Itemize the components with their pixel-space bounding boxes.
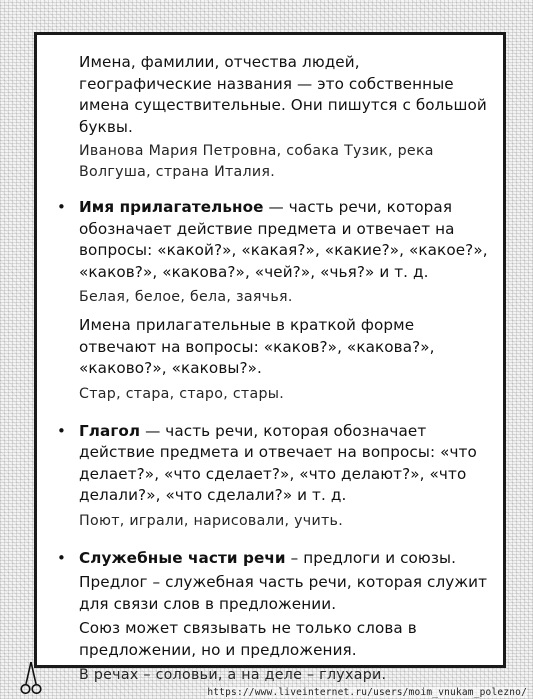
proper-nouns-example: Иванова Мария Петровна, собака Тузик, река Волгуша, страна Италия. — [79, 143, 434, 180]
short-adjective-rule: Имена прилагательные в краткой форме отвечают на вопросы: «каков?», «какова?», «каково?», «каковы?». — [79, 316, 435, 377]
adjective-rule — [79, 197, 494, 283]
verb-example: Поют, играли, нарисовали, учить. — [79, 512, 344, 529]
bullet-icon: • — [57, 198, 66, 216]
adjective-term: Имя прилагательное — [79, 198, 264, 216]
function-words-section — [57, 548, 494, 687]
adjective-example: Белая, белое, бела, заячья. — [79, 289, 293, 305]
proper-nouns-section — [79, 52, 494, 183]
preposition-rule: Предлог – служебная часть речи, которая служит для связи слов в предложении. — [79, 573, 488, 613]
adjective-section — [57, 197, 494, 405]
rules-card — [34, 32, 506, 683]
function-words-example: В речах – соловьи, а на деле – глухари. — [79, 667, 387, 683]
bullet-icon: • — [57, 548, 66, 567]
adjective-definition: — часть речи, которая обозначает действие предмета и отвечает на вопросы: «какой?», «какая?», «какие?», «какое?», «каков?», «какова?», «чей?», «чья?» и т. д. — [79, 198, 488, 281]
verb-section — [57, 421, 494, 532]
proper-nouns-rule: Имена, фамилии, отчества людей, географические названия — это собственные имена существительные. Они пишутся с большой буквы. — [79, 53, 487, 136]
short-adjective-example: Стар, стара, старо, стары. — [79, 385, 285, 402]
verb-term: Глагол — [79, 421, 141, 440]
conjunction-rule: Союз может связывать не только слова в предложении, но и предложения. — [79, 619, 417, 659]
scissors-icon — [20, 661, 42, 695]
card-content — [57, 47, 494, 686]
verb-definition: — часть речи, которая обозначает действие предмета и отвечает на вопросы: «что делает?», «что сделает?», «что делают?», «что делали?», «что сделали?» и т. д. — [79, 421, 477, 504]
verb-rule — [79, 421, 494, 507]
bullet-icon: • — [57, 421, 66, 440]
function-words-term: Служебные части речи — [79, 548, 286, 567]
source-url[interactable]: https://www.liveinternet.ru/users/moim_vnukam_polezno/ — [207, 687, 527, 698]
function-words-rule — [79, 548, 494, 570]
function-words-definition: – предлоги и союзы. — [285, 548, 457, 567]
